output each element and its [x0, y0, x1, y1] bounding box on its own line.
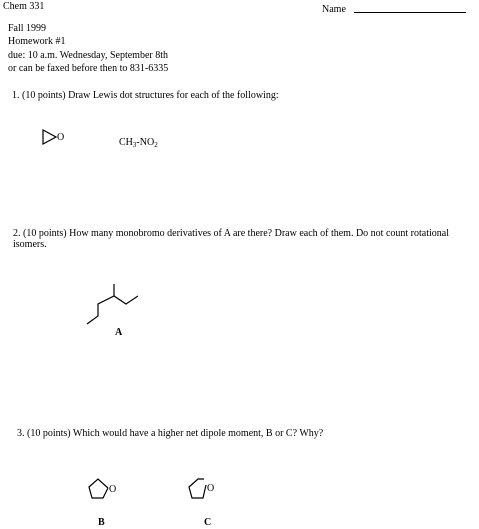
ethylene-oxide-structure — [40, 126, 70, 148]
epoxide-oxygen-label: O — [57, 132, 65, 143]
label-c: C — [204, 517, 212, 528]
molecule-b-oxygen-label: O — [109, 484, 117, 495]
molecule-c-ring — [189, 479, 206, 498]
molecule-b-ring — [89, 479, 108, 498]
molecule-c-oxygen-label: O — [207, 483, 215, 494]
fax-info: or can be faxed before then to 831-6335 — [8, 63, 169, 74]
molecule-a-skeletal — [80, 280, 150, 330]
molecule-b-structure — [86, 474, 126, 502]
molecule-a-main-chain — [87, 296, 138, 324]
label-a: A — [115, 327, 123, 338]
question-2-text: 2. (10 points) How many monobromo derivatives of A are there? Draw each of them. Do not count rotational isomers. — [13, 228, 449, 250]
question-3-text: 3. (10 points) Which would have a higher net dipole moment, B or C? Why? — [17, 428, 324, 439]
name-label: Name — [322, 4, 346, 15]
label-b: B — [98, 517, 105, 528]
question-1-text: 1. (10 points) Draw Lewis dot structures for each of the following: — [12, 90, 279, 101]
assignment-title: Homework #1 — [8, 36, 66, 47]
term: Fall 1999 — [8, 23, 47, 34]
name-blank-line[interactable] — [354, 12, 466, 13]
due-date: due: 10 a.m. Wednesday, September 8th — [8, 50, 168, 61]
molecule-c-structure — [186, 474, 226, 502]
nitromethane-formula: $CH_3-NO_2$ — [119, 137, 158, 149]
course-title: Chem 331 — [3, 1, 45, 12]
epoxide-ring — [43, 130, 56, 144]
